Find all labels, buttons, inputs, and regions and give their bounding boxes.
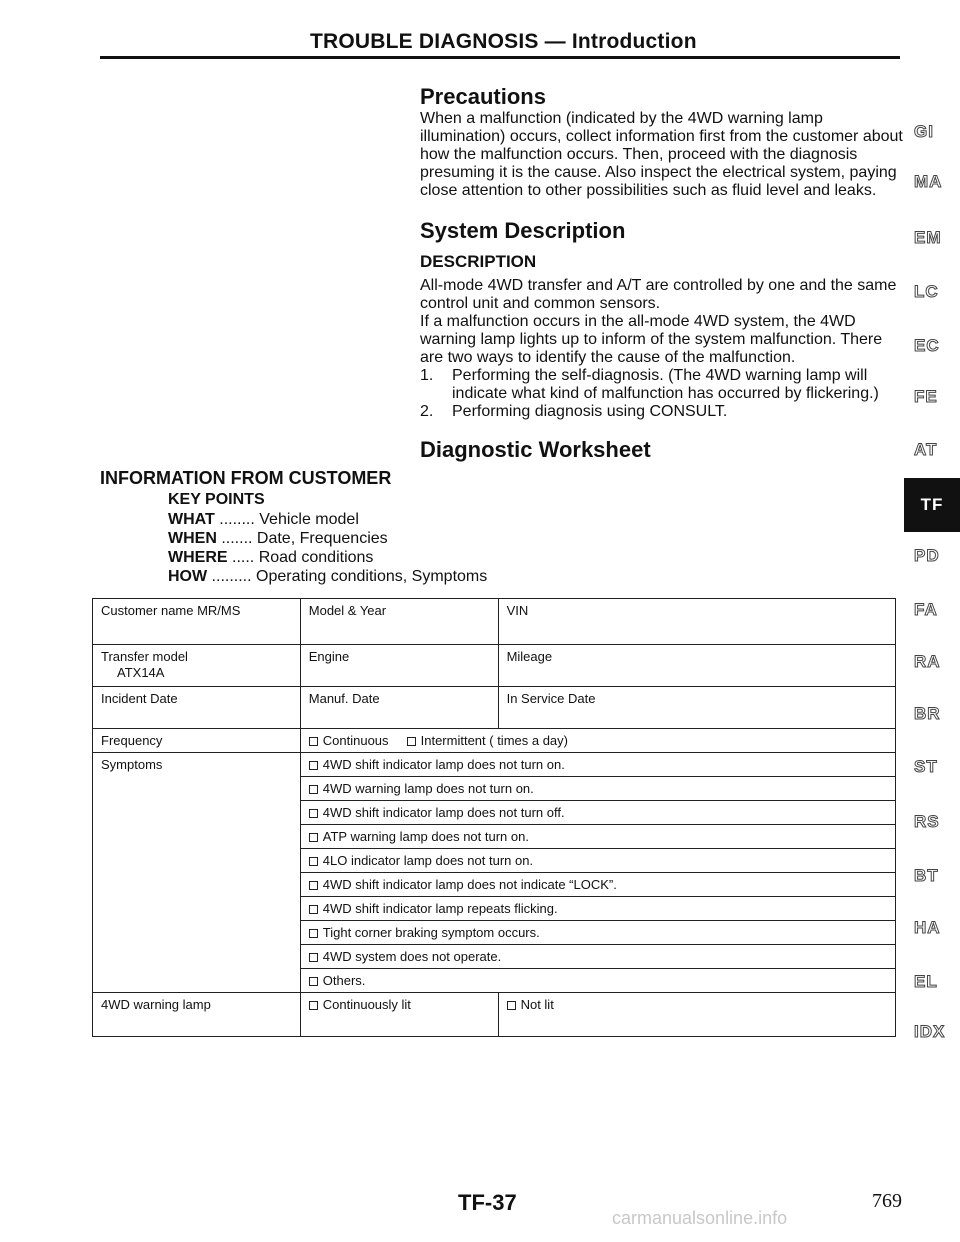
intermittent-checkbox[interactable] xyxy=(407,737,416,746)
section-tab-ma[interactable]: MA xyxy=(914,172,943,191)
section-tab-rs[interactable]: RS xyxy=(914,812,940,831)
cell-warning-lamp: 4WD warning lamp xyxy=(93,993,301,1037)
list-item-text: Performing the self-diagnosis. (The 4WD warning lamp will indicate what kind of malfunction has occurred by flickering.) xyxy=(452,367,879,402)
symptom-checkbox[interactable] xyxy=(309,785,318,794)
diagnostic-worksheet-table xyxy=(92,598,896,1037)
system-description-heading: System Description xyxy=(420,218,626,243)
symptom-item: 4WD shift indicator lamp repeats flicking. xyxy=(300,897,895,921)
symptom-checkbox[interactable] xyxy=(309,809,318,818)
symptom-item: 4LO indicator lamp does not turn on. xyxy=(300,849,895,873)
key-point: WHERE ..... Road conditions xyxy=(168,549,374,566)
section-tab-em[interactable]: EM xyxy=(914,228,942,247)
symptom-checkbox[interactable] xyxy=(309,905,318,914)
symptom-item: 4WD shift indicator lamp does not indicate “LOCK”. xyxy=(300,873,895,897)
description-para-2: If a malfunction occurs in the all-mode 4WD system, the 4WD warning lamp lights up to inform of the system malfunction. There are two ways to identify the cause of the malfunction. xyxy=(420,313,883,366)
continuously-lit-checkbox[interactable] xyxy=(309,1001,318,1010)
section-tab-lc[interactable]: LC xyxy=(914,282,939,301)
diagnostic-worksheet-heading: Diagnostic Worksheet xyxy=(420,437,651,462)
key-points-heading: KEY POINTS xyxy=(168,491,265,508)
symptom-checkbox[interactable] xyxy=(309,953,318,962)
list-item xyxy=(420,403,910,421)
header-rule xyxy=(100,56,900,59)
section-tab-gi[interactable]: GI xyxy=(914,122,934,141)
section-tab-br[interactable]: BR xyxy=(914,704,941,723)
section-index-sidebar xyxy=(904,0,960,1100)
section-tab-bt[interactable]: BT xyxy=(914,866,939,885)
page-header-title: TROUBLE DIAGNOSIS — Introduction xyxy=(310,30,697,53)
symptom-checkbox[interactable] xyxy=(309,857,318,866)
cell-vin[interactable]: VIN xyxy=(498,599,895,645)
precautions-text: When a malfunction (indicated by the 4WD warning lamp illumination) occurs, collect information first from the customer about how the malfunction occurs. Then, proceed with the diagnosis presuming it is the cause. Also inspect the electrical system, paying close attention to other possibilities such as fluid level and leaks. xyxy=(420,110,903,199)
symptom-checkbox[interactable] xyxy=(309,833,318,842)
continuous-checkbox[interactable] xyxy=(309,737,318,746)
cell-symptoms: Symptoms xyxy=(93,753,301,993)
cell-engine[interactable]: Engine xyxy=(300,645,498,687)
key-point: HOW ......... Operating conditions, Symptoms xyxy=(168,568,488,585)
precautions-heading: Precautions xyxy=(420,84,546,109)
key-points-list xyxy=(168,510,487,586)
description-para-1: All-mode 4WD transfer and A/T are controlled by one and the same control unit and common sensors. xyxy=(420,277,897,312)
key-point: WHEN ....... Date, Frequencies xyxy=(168,530,388,547)
list-item-number: 2. xyxy=(420,403,434,420)
section-tab-at[interactable]: AT xyxy=(914,440,938,459)
page-number: 769 xyxy=(872,1190,902,1212)
list-item-number: 1. xyxy=(420,367,434,384)
symptom-item: 4WD warning lamp does not turn on. xyxy=(300,777,895,801)
section-tab-st[interactable]: ST xyxy=(914,757,938,776)
symptom-item: 4WD shift indicator lamp does not turn on. xyxy=(300,753,895,777)
section-tab-ra[interactable]: RA xyxy=(914,652,941,671)
cell-model-year[interactable]: Model & Year xyxy=(300,599,498,645)
symptom-item: ATP warning lamp does not turn on. xyxy=(300,825,895,849)
section-tab-ha[interactable]: HA xyxy=(914,918,941,937)
transfer-model-value: ATX14A xyxy=(117,665,165,680)
section-tab-fe[interactable]: FE xyxy=(914,387,938,406)
cell-transfer-model[interactable]: Transfer model ATX14A xyxy=(93,645,301,687)
freq-continuous-label: Continuous xyxy=(322,733,389,748)
info-from-customer-heading: INFORMATION FROM CUSTOMER xyxy=(100,468,392,488)
section-tab-ec[interactable]: EC xyxy=(914,336,940,355)
cell-continuously-lit: Continuously lit xyxy=(300,993,498,1037)
cell-in-service-date[interactable]: In Service Date xyxy=(498,687,895,729)
not-lit-checkbox[interactable] xyxy=(507,1001,516,1010)
symptom-item: Tight corner braking symptom occurs. xyxy=(300,921,895,945)
symptom-item: Others. xyxy=(300,969,895,993)
description-subheading: DESCRIPTION xyxy=(420,252,537,271)
symptom-checkbox[interactable] xyxy=(309,881,318,890)
cell-incident-date[interactable]: Incident Date xyxy=(93,687,301,729)
cell-frequency-options xyxy=(300,729,895,753)
list-item-text: Performing diagnosis using CONSULT. xyxy=(452,403,728,420)
section-tab-fa[interactable]: FA xyxy=(914,600,938,619)
symptom-checkbox[interactable] xyxy=(309,929,318,938)
section-tab-el[interactable]: EL xyxy=(914,972,938,991)
symptom-checkbox[interactable] xyxy=(309,761,318,770)
cell-mileage[interactable]: Mileage xyxy=(498,645,895,687)
cell-manuf-date[interactable]: Manuf. Date xyxy=(300,687,498,729)
freq-intermittent-label: Intermittent ( times a day) xyxy=(420,733,568,748)
symptom-item: 4WD system does not operate. xyxy=(300,945,895,969)
section-tab-tf-active[interactable]: TF xyxy=(904,478,960,532)
key-point: WHAT ........ Vehicle model xyxy=(168,511,359,528)
cell-not-lit: Not lit xyxy=(498,993,895,1037)
symptom-checkbox[interactable] xyxy=(309,977,318,986)
watermark-text: carmanualsonline.info xyxy=(612,1208,788,1228)
list-item xyxy=(420,367,910,403)
cell-frequency: Frequency xyxy=(93,729,301,753)
description-list xyxy=(420,367,910,421)
page-code: TF-37 xyxy=(458,1190,517,1215)
symptom-item: 4WD shift indicator lamp does not turn off. xyxy=(300,801,895,825)
section-tab-idx[interactable]: IDX xyxy=(914,1022,946,1041)
section-tab-pd[interactable]: PD xyxy=(914,546,940,565)
cell-customer-name[interactable]: Customer name MR/MS xyxy=(93,599,301,645)
